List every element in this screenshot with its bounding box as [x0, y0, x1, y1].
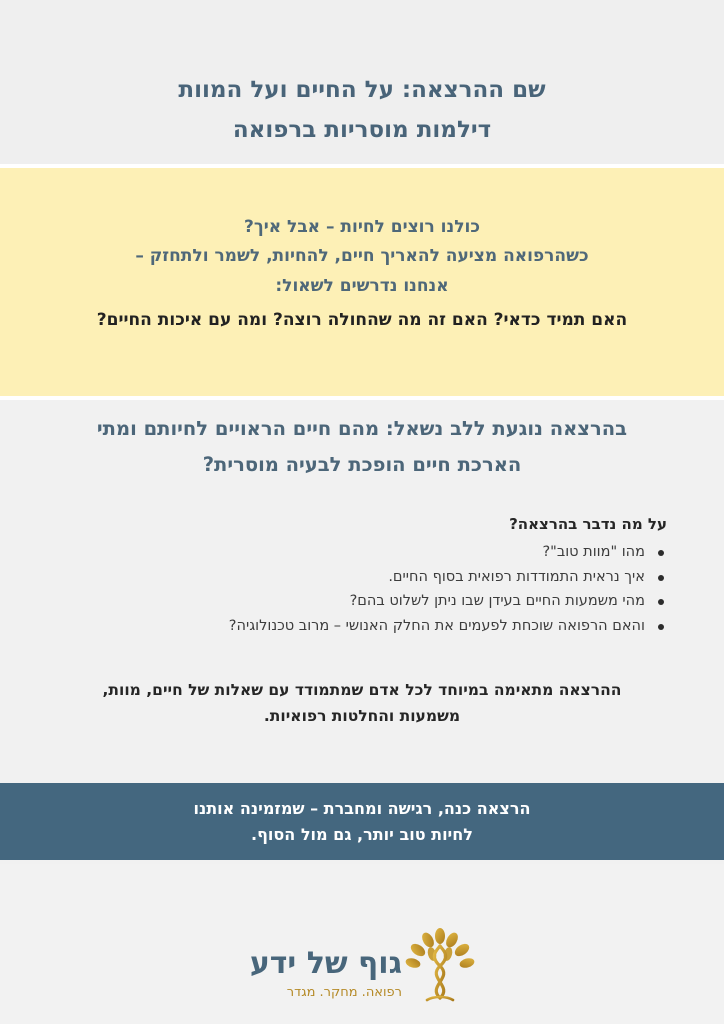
list-item	[229, 589, 667, 614]
main-section	[0, 400, 724, 780]
logo-name: גוף של ידע	[249, 946, 402, 981]
topic-text: והאם הרפואה שוכחת לפעמים את החלק האנושי – מרוב טכנולוגיה?	[228, 617, 645, 634]
lecture-title-line-2: דילמות מוסריות ברפואה	[232, 117, 492, 143]
audience-line-1: ההרצאה מתאימה במיוחד לכל אדם שמתמודד עם שאלות של חיים, מוות,	[102, 681, 622, 699]
list-item	[229, 540, 667, 565]
topic-text: מהו "מוות טוב"?	[542, 544, 645, 560]
intro-line-2: כשהרפואה מציעה להאריך חיים, להחיות, לשמר ולתחזק –	[135, 246, 589, 266]
banner-line-1: הרצאה כנה, רגישה ומחברת – שמזמינה אותנו	[193, 799, 531, 818]
bullet-icon	[658, 575, 664, 581]
banner-line-2: לחיות טוב יותר, גם מול הסוף.	[251, 825, 473, 844]
intro-line-1: כולנו רוצים לחיות – אבל איך?	[244, 217, 480, 237]
topic-text: מהי משמעות החיים בעידן שבו ניתן לשלוט בהם?	[349, 593, 645, 609]
bullet-icon	[658, 599, 664, 605]
intro-question-line: האם תמיד כדאי? האם זה מה שהחולה רוצה? ומה עם איכות החיים?	[96, 310, 628, 330]
bullet-icon	[658, 550, 664, 556]
intro-section	[0, 168, 724, 396]
golden-tree-icon	[401, 926, 479, 1004]
subtitle-line-1: בהרצאה נוגעת ללב נשאל: מהם חיים הראויים לחיותם ומתי	[96, 417, 628, 440]
footer	[0, 864, 724, 1024]
topics-heading: על מה נדבר בהרצאה?	[509, 515, 667, 533]
topic-text: איך נראית התמודדות רפואית בסוף החיים.	[388, 568, 645, 585]
audience-line-2: משמעות והחלטות רפואיות.	[263, 707, 461, 725]
closing-banner	[0, 783, 724, 860]
logo-tagline: רפואה. מחקר. מגדר	[286, 985, 402, 1000]
title-section	[0, 0, 724, 164]
bullet-icon	[658, 624, 664, 630]
topics-list	[229, 540, 667, 638]
lecture-title-line-1: שם ההרצאה: על החיים ועל המוות	[178, 77, 546, 103]
list-item	[229, 565, 667, 590]
subtitle-line-2: הארכת חיים הופכת לבעיה מוסרית?	[202, 453, 522, 476]
intro-line-3: אנחנו נדרשים לשאול:	[275, 276, 449, 296]
list-item	[229, 614, 667, 639]
